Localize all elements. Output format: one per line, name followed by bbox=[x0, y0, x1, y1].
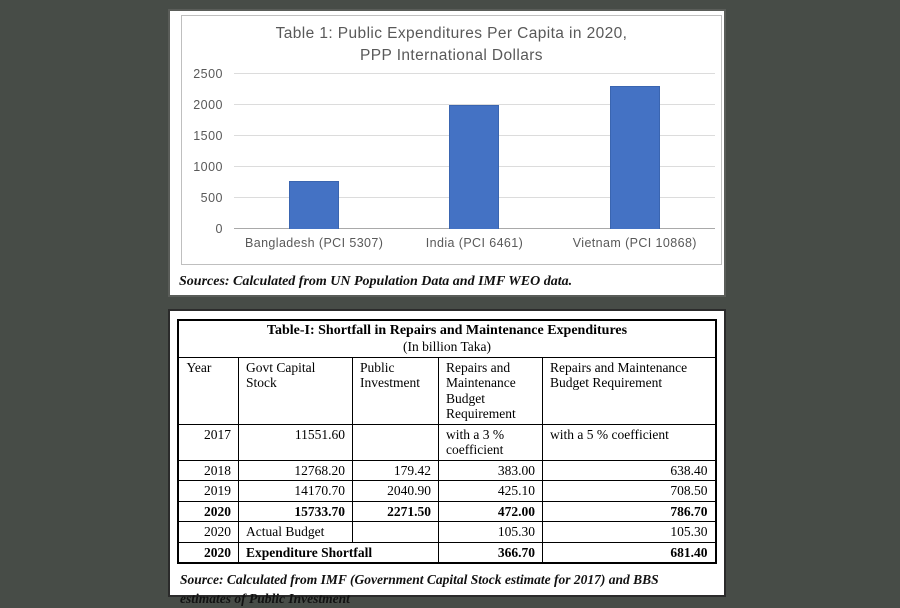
cell-public-investment bbox=[352, 522, 438, 543]
plot-area bbox=[234, 74, 715, 229]
y-tick-label: 2000 bbox=[193, 98, 223, 113]
x-axis-labels bbox=[234, 236, 715, 250]
cell-public-investment: 2271.50 bbox=[352, 501, 438, 522]
chart-title-line-1: Table 1: Public Expenditures Per Capita in 2020, bbox=[275, 25, 628, 42]
table-panel bbox=[168, 309, 726, 606]
cell-coefficient-5pct: with a 5 % coefficient bbox=[542, 424, 715, 460]
cell-govt-capital-stock: 12768.20 bbox=[238, 460, 352, 481]
cell-rm-5pct: 638.40 bbox=[542, 460, 715, 481]
cell-year: 2019 bbox=[178, 481, 238, 502]
cell-rm-5pct: 681.40 bbox=[542, 542, 715, 563]
cell-year: 2020 bbox=[178, 542, 238, 563]
table-row-actual-budget bbox=[178, 522, 715, 543]
bar-bangladesh bbox=[289, 181, 339, 229]
cell-public-investment: 179.42 bbox=[352, 460, 438, 481]
bar-slot-vietnam bbox=[555, 74, 715, 229]
col-header-public-investment: Public Investment bbox=[352, 357, 438, 424]
cell-coefficient-3pct: with a 3 % coefficient bbox=[438, 424, 542, 460]
chart-source-note: Sources: Calculated from UN Population Data and IMF WEO data. bbox=[179, 274, 573, 289]
cell-rm-3pct: 383.00 bbox=[438, 460, 542, 481]
col-header-rm-budget-requirement-5pct: Repairs and Maintenance Budget Requirement bbox=[542, 357, 715, 424]
cell-rm-3pct: 105.30 bbox=[438, 522, 542, 543]
chart-panel bbox=[168, 9, 726, 297]
table-row-2019 bbox=[178, 481, 715, 502]
cell-year: 2018 bbox=[178, 460, 238, 481]
cell-govt-capital-stock: 14170.70 bbox=[238, 481, 352, 502]
chart-title bbox=[182, 16, 721, 66]
cell-year: 2017 bbox=[178, 424, 238, 460]
x-label-india: India (PCI 6461) bbox=[425, 236, 524, 251]
chart-frame bbox=[181, 15, 722, 265]
x-label-bangladesh: Bangladesh (PCI 5307) bbox=[244, 236, 384, 251]
y-tick-label: 0 bbox=[215, 222, 223, 237]
y-tick-label: 1500 bbox=[193, 129, 223, 144]
table-header-row bbox=[178, 357, 715, 424]
table-subtitle: (In billion Taka) bbox=[402, 339, 492, 355]
bar-slot-india bbox=[394, 74, 554, 229]
bar-slot-bangladesh bbox=[234, 74, 394, 229]
table-row-expenditure-shortfall bbox=[178, 542, 715, 563]
bars-group bbox=[234, 74, 715, 229]
cell-rm-5pct: 105.30 bbox=[542, 522, 715, 543]
cell-year: 2020 bbox=[178, 501, 238, 522]
y-tick-label: 1000 bbox=[193, 160, 223, 175]
table-source-note: Source: Calculated from IMF (Government Capital Stock estimate for 2017) and BBS estimates of Public Investment bbox=[180, 572, 659, 606]
y-axis bbox=[182, 67, 234, 237]
cell-rm-3pct: 472.00 bbox=[438, 501, 542, 522]
cell-public-investment: 2040.90 bbox=[352, 481, 438, 502]
expenditure-table bbox=[177, 319, 716, 564]
col-header-govt-capital-stock: Govt Capital Stock bbox=[238, 357, 352, 424]
bar-india bbox=[449, 105, 499, 229]
cell-govt-capital-stock: 15733.70 bbox=[238, 501, 352, 522]
x-label-vietnam: Vietnam (PCI 10868) bbox=[572, 236, 697, 251]
y-tick-label: 2500 bbox=[193, 67, 223, 82]
table-title: Table-I: Shortfall in Repairs and Maintenance Expenditures bbox=[266, 323, 628, 338]
table-row-2018 bbox=[178, 460, 715, 481]
table-row-2020 bbox=[178, 501, 715, 522]
col-header-rm-budget-requirement-3pct: Repairs and Maintenance Budget Requirement bbox=[438, 357, 542, 424]
cell-year: 2020 bbox=[178, 522, 238, 543]
bar-vietnam bbox=[610, 86, 660, 229]
cell-public-investment bbox=[352, 424, 438, 460]
cell-rm-5pct: 786.70 bbox=[542, 501, 715, 522]
y-tick-label: 500 bbox=[200, 191, 223, 206]
cell-rm-5pct: 708.50 bbox=[542, 481, 715, 502]
cell-rm-3pct: 425.10 bbox=[438, 481, 542, 502]
chart-title-line-2: PPP International Dollars bbox=[360, 46, 543, 64]
table-title-row bbox=[178, 320, 715, 357]
col-header-year: Year bbox=[178, 357, 238, 424]
cell-govt-capital-stock: 11551.60 bbox=[238, 424, 352, 460]
cell-expenditure-shortfall-label: Expenditure Shortfall bbox=[238, 542, 438, 563]
plot-row bbox=[182, 67, 721, 237]
table-row-2017 bbox=[178, 424, 715, 460]
cell-actual-budget-label: Actual Budget bbox=[238, 522, 352, 543]
cell-rm-3pct: 366.70 bbox=[438, 542, 542, 563]
